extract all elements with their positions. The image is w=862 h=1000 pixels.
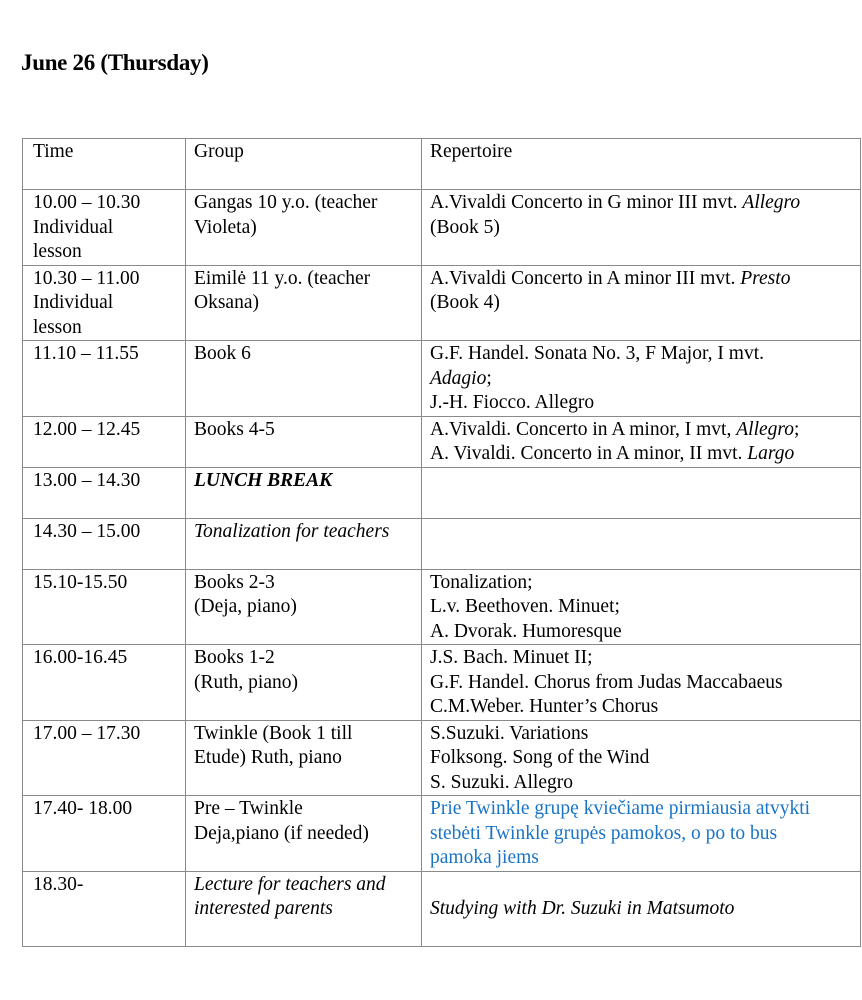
schedule-row — [23, 518, 861, 569]
repertoire-text: S.Suzuki. Variations — [430, 722, 589, 744]
repertoire-text: A.Vivaldi Concerto in G minor III mvt. Allegro — [430, 192, 801, 213]
repertoire-cell — [422, 416, 861, 467]
header-time-label: Time — [33, 141, 74, 162]
group-text: Violeta) — [194, 216, 257, 238]
time-text: 17.00 – 17.30 — [33, 722, 141, 744]
group-text: Books 2-3 — [194, 571, 275, 593]
time-text: 15.10-15.50 — [33, 571, 128, 593]
repertoire-text: J.S. Bach. Minuet II; — [430, 647, 593, 668]
group-cell — [186, 265, 422, 341]
repertoire-text: G.F. Handel. Sonata No. 3, F Major, I mvt. — [430, 343, 765, 364]
time-text: 18.30- — [33, 873, 84, 895]
schedule-row — [23, 796, 861, 872]
repertoire-text: (Book 4) — [430, 292, 500, 313]
time-cell — [23, 341, 186, 417]
repertoire-text: J.-H. Fiocco. Allegro — [430, 392, 595, 413]
group-text: Oksana) — [194, 292, 259, 313]
group-text: Etude) Ruth, piano — [194, 747, 342, 768]
schedule-row — [23, 467, 861, 518]
time-cell — [23, 720, 186, 796]
schedule-row — [23, 341, 861, 417]
group-text: Deja,piano (if needed) — [194, 822, 369, 844]
group-text: Eimilė 11 y.o. (teacher — [194, 267, 371, 289]
group-text: Books 1-2 — [194, 647, 275, 668]
repertoire-text: Prie Twinkle grupę kviečiame pirmiausia atvykti — [430, 798, 811, 819]
time-text: 11.10 – 11.55 — [33, 343, 139, 364]
repertoire-text: A.Vivaldi Concerto in A minor III mvt. Presto — [430, 267, 791, 289]
time-text: 16.00-16.45 — [33, 647, 128, 668]
repertoire-text: Adagio; — [430, 367, 492, 389]
repertoire-cell — [422, 720, 861, 796]
group-text: (Deja, piano) — [194, 596, 297, 617]
repertoire-text: A. Vivaldi. Concerto in A minor, II mvt. Largo — [430, 443, 795, 464]
group-cell — [186, 416, 422, 467]
time-text: Individual — [33, 216, 114, 238]
repertoire-text: S. Suzuki. Allegro — [430, 771, 574, 793]
time-cell — [23, 518, 186, 569]
group-cell — [186, 467, 422, 518]
group-text: Lecture for teachers and — [194, 873, 386, 895]
group-cell — [186, 871, 422, 947]
time-text: 14.30 – 15.00 — [33, 520, 141, 542]
group-text: LUNCH BREAK — [194, 469, 333, 491]
header-group-label: Group — [194, 141, 244, 162]
group-cell — [186, 341, 422, 417]
time-cell — [23, 467, 186, 518]
group-text: Book 6 — [194, 343, 251, 364]
time-cell — [23, 796, 186, 872]
repertoire-cell — [422, 518, 861, 569]
repertoire-text: A.Vivaldi. Concerto in A minor, I mvt, Allegro; — [430, 418, 800, 440]
header-time — [23, 139, 186, 190]
repertoire-cell — [422, 645, 861, 721]
time-cell — [23, 265, 186, 341]
group-text: Twinkle (Book 1 till — [194, 722, 353, 744]
repertoire-cell — [422, 190, 861, 266]
repertoire-cell — [422, 871, 861, 947]
time-cell — [23, 645, 186, 721]
schedule-row — [23, 871, 861, 947]
repertoire-text: Tonalization; — [430, 571, 533, 593]
schedule-row — [23, 720, 861, 796]
group-text: Tonalization for teachers — [194, 520, 390, 542]
time-text: lesson — [33, 241, 82, 262]
group-text: Pre – Twinkle — [194, 798, 303, 819]
schedule-row — [23, 569, 861, 645]
time-text: 10.00 – 10.30 — [33, 192, 141, 213]
header-repertoire — [422, 139, 861, 190]
header-row — [23, 139, 861, 190]
header-repertoire-label: Repertoire — [430, 141, 513, 162]
time-cell — [23, 569, 186, 645]
repertoire-text: (Book 5) — [430, 216, 500, 238]
repertoire-text: Studying with Dr. Suzuki in Matsumoto — [430, 898, 735, 919]
repertoire-text: pamoka jiems — [430, 847, 539, 868]
group-cell — [186, 190, 422, 266]
repertoire-cell — [422, 796, 861, 872]
repertoire-cell — [422, 467, 861, 518]
repertoire-cell — [422, 569, 861, 645]
group-cell — [186, 720, 422, 796]
schedule-row — [23, 645, 861, 721]
group-cell — [186, 518, 422, 569]
time-text: 17.40- 18.00 — [33, 798, 133, 819]
group-cell — [186, 569, 422, 645]
group-text: interested parents — [194, 898, 333, 919]
header-group — [186, 139, 422, 190]
group-cell — [186, 645, 422, 721]
repertoire-text: G.F. Handel. Chorus from Judas Maccabaeus — [430, 671, 783, 693]
time-cell — [23, 416, 186, 467]
time-text: lesson — [33, 316, 82, 338]
repertoire-cell — [422, 341, 861, 417]
time-text: 13.00 – 14.30 — [33, 469, 141, 491]
repertoire-text: L.v. Beethoven. Minuet; — [430, 596, 620, 617]
group-text: (Ruth, piano) — [194, 671, 298, 693]
repertoire-text: stebėti Twinkle grupės pamokos, o po to bus — [430, 822, 778, 844]
time-text: Individual — [33, 292, 114, 313]
group-text: Gangas 10 y.o. (teacher — [194, 192, 378, 213]
schedule-table — [22, 138, 861, 947]
group-cell — [186, 796, 422, 872]
page-title: June 26 (Thursday) — [21, 50, 209, 75]
time-cell — [23, 871, 186, 947]
repertoire-cell — [422, 265, 861, 341]
time-cell — [23, 190, 186, 266]
repertoire-text: A. Dvorak. Humoresque — [430, 620, 622, 642]
time-text: 12.00 – 12.45 — [33, 418, 141, 440]
schedule-row — [23, 265, 861, 341]
time-text: 10.30 – 11.00 — [33, 267, 140, 289]
group-text: Books 4-5 — [194, 418, 275, 440]
repertoire-text: C.M.Weber. Hunter’s Chorus — [430, 696, 659, 717]
repertoire-text — [430, 873, 854, 898]
schedule-row — [23, 190, 861, 266]
repertoire-text: Folksong. Song of the Wind — [430, 747, 650, 768]
schedule-row — [23, 416, 861, 467]
